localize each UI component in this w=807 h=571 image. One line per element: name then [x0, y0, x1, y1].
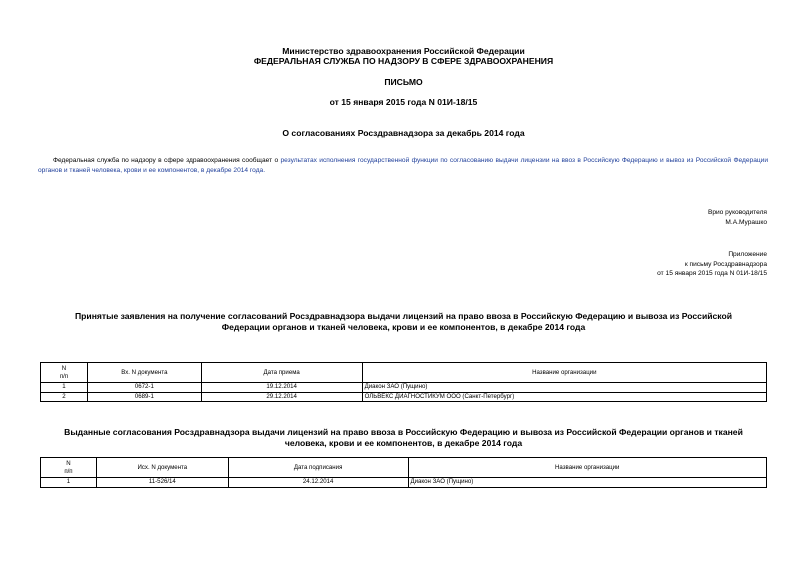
- signature-position: Врио руководителя: [707, 209, 767, 216]
- cell-document: 0689-1: [87, 392, 201, 402]
- signature-name: М.А.Мурашко: [725, 218, 767, 226]
- cell-document: 11-526/14: [96, 478, 228, 488]
- ministry-name: Министерство здравоохранения Российской Федерации: [282, 46, 525, 56]
- table-row: [41, 392, 767, 402]
- appendix-block: [657, 250, 767, 279]
- col-header-number: N п/п: [41, 363, 88, 383]
- table-header-row: [41, 458, 767, 478]
- appendix-label: Приложение: [728, 251, 767, 258]
- col-header-organization: Название организации: [408, 458, 767, 478]
- col-header-organization: Название организации: [362, 363, 766, 383]
- document-date: от 15 января 2015 года N 01И-18/15: [329, 97, 478, 107]
- signature-block: [708, 208, 767, 227]
- table2-title-line2: человека, крови и ее компонентов, в декабре 2014 года: [284, 438, 523, 448]
- table-issued-approvals: [40, 457, 767, 488]
- cell-number: 1: [41, 478, 97, 488]
- col-header-document: Вх. N документа: [87, 363, 201, 383]
- intro-paragraph: [38, 156, 768, 176]
- table2-title-line1: Выданные согласования Росздравнадзора выдачи лицензий на право ввоза в Российскую Федерацию и вывоза из Российской Федерации органов и тканей: [64, 427, 743, 437]
- col-header-document: Исх. N документа: [96, 458, 228, 478]
- cell-date: 29.12.2014: [201, 392, 362, 402]
- cell-date: 24.12.2014: [228, 478, 408, 488]
- document-subject: О согласованиях Росздравнадзора за декабрь 2014 года: [282, 128, 525, 138]
- cell-number: 1: [41, 383, 88, 393]
- table-accepted-applications: [40, 362, 767, 402]
- col-header-date: Дата приема: [201, 363, 362, 383]
- appendix-date: от 15 января 2015 года N 01И-18/15: [657, 270, 767, 277]
- table1-title-line2: Федерации органов и тканей человека, крови и ее компонентов, в декабре 2014 года: [221, 322, 586, 332]
- table-header-row: [41, 363, 767, 383]
- document-type: ПИСЬМО: [384, 77, 423, 87]
- cell-number: 2: [41, 392, 88, 402]
- cell-document: 0672-1: [87, 383, 201, 393]
- appendix-ref: к письму Росздравнадзора: [684, 260, 767, 268]
- cell-organization: Диакон ЗАО (Пущино): [408, 478, 767, 488]
- table2-title: [0, 427, 807, 449]
- table-row: [41, 383, 767, 393]
- cell-organization: Диакон ЗАО (Пущино): [362, 383, 766, 393]
- service-name: ФЕДЕРАЛЬНАЯ СЛУЖБА ПО НАДЗОРУ В СФЕРЕ ЗДРАВООХРАНЕНИЯ: [253, 56, 554, 66]
- cell-date: 19.12.2014: [201, 383, 362, 393]
- intro-text: Федеральная служба по надзору в сфере здравоохранения сообщает о: [53, 157, 281, 164]
- col-header-date: Дата подписания: [228, 458, 408, 478]
- table-row: [41, 478, 767, 488]
- cell-organization: ОЛЬВЕКС ДИАГНОСТИКУМ ООО (Санкт-Петербург): [362, 392, 766, 402]
- col-header-number: N п/п: [41, 458, 97, 478]
- table1-title-line1: Принятые заявления на получение согласований Росздравнадзора выдачи лицензий на право ввоза в Российскую Федерацию и вывоза из Российской: [74, 311, 733, 321]
- table1-title: [0, 311, 807, 333]
- intro-link[interactable]: результатах исполнения государственной функции по согласованию выдачи лицензии на ввоз в Российскую Федерацию и вывоз из Российской Федерации органов и тканей человека, крови и ее компонентов, в декабре 2014 года.: [38, 157, 769, 174]
